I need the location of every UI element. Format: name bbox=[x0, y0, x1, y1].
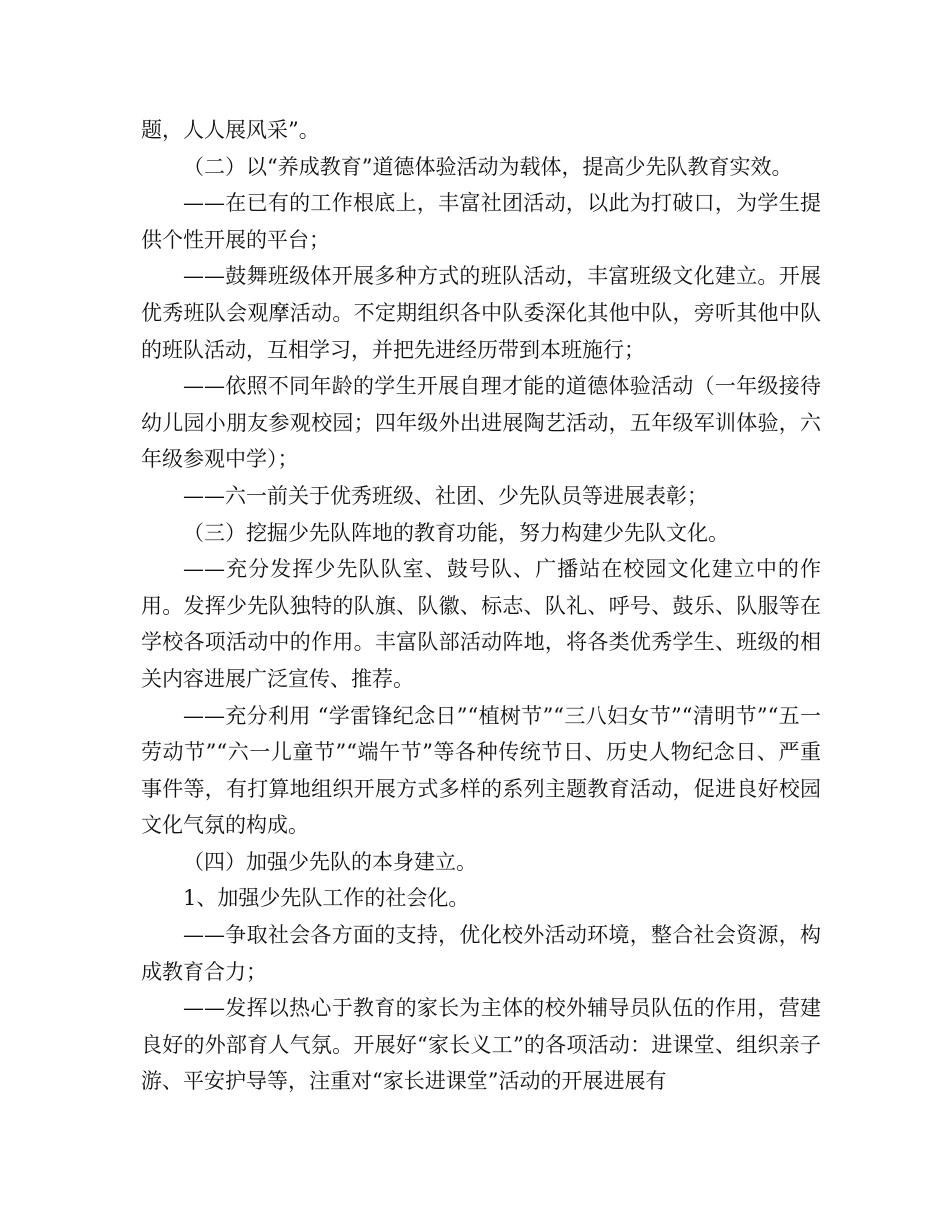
paragraph: ——六一前关于优秀班级、社团、少先队员等进展表彰； bbox=[183, 483, 708, 508]
subsection-heading-1: 1、加强少先队工作的社会化。 bbox=[183, 886, 470, 911]
paragraph-continuation: 题，人人展风采”。 bbox=[141, 118, 320, 142]
paragraph: ——发挥以热心于教育的家长为主体的校外辅导员队伍的作用，营建良好的外部育人气氛。开展好“家长义工”的各项活动：进课堂、组织亲子游、平安护导等，注重对“家长进课堂”活动的开展进展有 bbox=[141, 996, 821, 1094]
paragraph: ——依照不同年龄的学生开展自理才能的道德体验活动（一年级接待幼儿园小朋友参观校园；四年级外出进展陶艺活动，五年级军训体验，六年级参观中学）； bbox=[141, 374, 821, 472]
section-heading-2: （二）以“养成教育”道德体验活动为载体，提高少先队教育实效。 bbox=[183, 154, 793, 179]
section-heading-3: （三）挖掘少先队阵地的教育功能，努力构建少先队文化。 bbox=[183, 520, 729, 545]
paragraph: ——在已有的工作根底上，丰富社团活动，以此为打破口，为学生提供个性开展的平台； bbox=[141, 191, 821, 252]
paragraph: ——争取社会各方面的支持，优化校外活动环境，整合社会资源，构成教育合力； bbox=[141, 923, 821, 984]
body-text bbox=[141, 112, 821, 1100]
section-heading-4: （四）加强少先队的本身建立。 bbox=[183, 849, 477, 874]
paragraph: ——鼓舞班级体开展多种方式的班队活动，丰富班级文化建立。开展优秀班队会观摩活动。不定期组织各中队委深化其他中队，旁听其他中队的班队活动，互相学习，并把先进经历带到本班施行； bbox=[141, 264, 821, 362]
paragraph: ——充分利用 “学雷锋纪念日”“植树节”“三八妇女节”“清明节”“五一劳动节”“六一儿童节”“端午节”等各种传统节日、历史人物纪念日、严重事件等，有打算地组织开展方式多样的系列主题教育活动，促进良好校园文化气氛的构成。 bbox=[141, 703, 821, 838]
paragraph: ——充分发挥少先队队室、鼓号队、广播站在校园文化建立中的作用。发挥少先队独特的队旗、队徽、标志、队礼、呼号、鼓乐、队服等在学校各项活动中的作用。丰富队部活动阵地，将各类优秀学生、班级的相关内容进展广泛宣传、推荐。 bbox=[141, 557, 821, 691]
